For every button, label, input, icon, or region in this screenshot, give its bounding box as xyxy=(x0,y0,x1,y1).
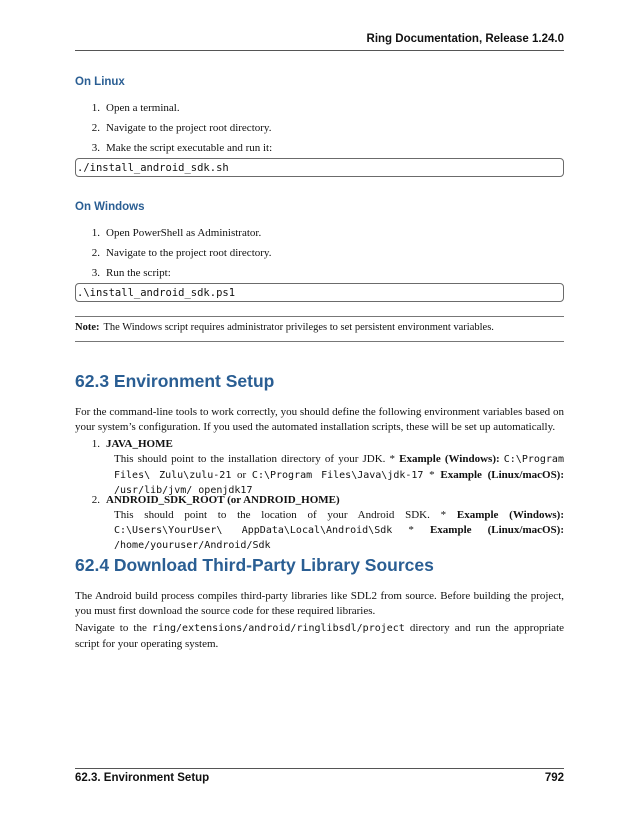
note-label: Note: xyxy=(75,322,100,333)
note-box xyxy=(75,316,564,342)
linux-heading: On Linux xyxy=(75,76,125,88)
list-item: 2. Navigate to the project root directory. xyxy=(91,122,272,134)
linux-steps xyxy=(75,101,272,161)
windows-code-block: .\install_android_sdk.ps1 xyxy=(75,283,564,302)
running-header: Ring Documentation, Release 1.24.0 xyxy=(366,33,564,45)
document-page xyxy=(75,0,564,825)
windows-heading: On Windows xyxy=(75,201,145,213)
section-title-download-sources: 62.4 Download Third-Party Library Sources xyxy=(75,555,434,575)
list-item: 3. Make the script executable and run it: xyxy=(91,142,273,154)
footer-section: 62.3. Environment Setup xyxy=(75,772,210,784)
running-footer xyxy=(75,772,564,784)
linux-code-block: ./install_android_sdk.sh xyxy=(75,158,564,177)
env-term: JAVA_HOME xyxy=(106,438,173,450)
list-item: 1. Open a terminal. xyxy=(91,102,180,114)
list-item: 3. Run the script: xyxy=(91,267,171,279)
list-item: 2. Navigate to the project root directory. xyxy=(91,247,272,259)
windows-steps xyxy=(75,226,271,286)
environment-intro: For the command-line tools to work correctly, you should define the following environment variables based on your system’s configuration. If you used the automated installation scripts, these will be set up automatically. xyxy=(75,406,564,433)
env-item-java-home: 1. JAVA_HOME This should point to the installation directory of your JDK. * Example (Windows): C:\Program Files\ Zulu\zulu-21 or C:\Program Files\Java\jdk-17 * Example (Linux/macOS): /usr/lib/jvm/ openjdk17 xyxy=(75,437,564,493)
note-text: The Windows script requires administrator privileges to set persistent environment variables. xyxy=(103,322,494,333)
env-definition: This should point to the installation directory of your JDK. * Example (Windows): C:\Program Files\ Zulu\zulu-21 or C:\Program Files\Java\jdk-17 * Example (Linux/macOS): /usr/lib/jvm/ openjdk17 xyxy=(114,453,565,496)
header-rule xyxy=(75,50,564,51)
path-code: ring/extensions/android/ringlibsdl/project xyxy=(151,623,405,634)
env-term: ANDROID_SDK_ROOT (or ANDROID_HOME) xyxy=(106,494,340,506)
page-number: 792 xyxy=(544,772,564,784)
env-item-android-sdk-root: 2. ANDROID_SDK_ROOT (or ANDROID_HOME) This should point to the location of your Android SDK. * Example (Windows): C:\Users\YourUser\ AppData\Local\Android\Sdk * Example (Linux/macOS): /home/youruser/Android/Sdk xyxy=(75,493,564,535)
section-title-environment-setup: 62.3 Environment Setup xyxy=(75,371,275,391)
download-paragraph-2: Navigate to the ring/extensions/android/ringlibsdl/project directory and run the appropriate script for your operating system. xyxy=(75,622,565,650)
download-paragraph-1: The Android build process compiles third-party libraries like SDL2 from source. Before building the project, you must first download the source code for these required libraries. xyxy=(75,590,564,617)
env-definition: This should point to the location of your Android SDK. * Example (Windows): C:\Users\YourUser\ AppData\Local\Android\Sdk * Example (Linux/macOS): /home/youruser/Android/Sdk xyxy=(114,509,564,551)
footer-rule xyxy=(75,768,564,769)
list-item: 1. Open PowerShell as Administrator. xyxy=(91,227,262,239)
